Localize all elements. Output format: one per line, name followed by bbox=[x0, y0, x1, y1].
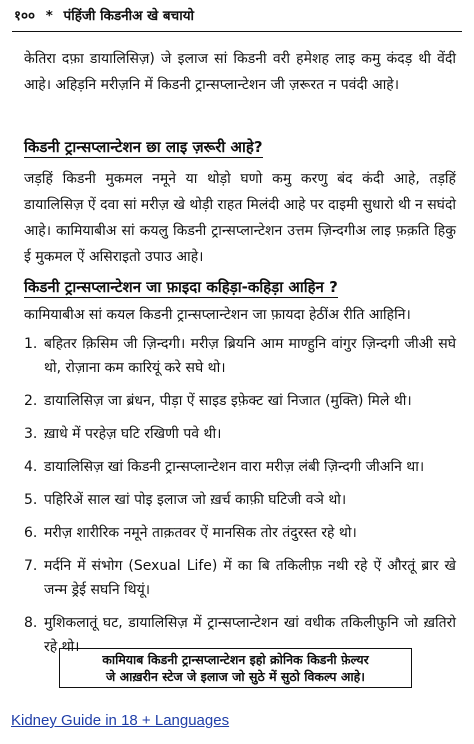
list-item-text: पहिरिअें साल खां पोइ इलाज जो ख़र्च काफ़ी घटिजी वञे थो। bbox=[44, 492, 347, 508]
book-title: पंहिंजी किडनीअ खे बचायो bbox=[63, 8, 195, 24]
section2-heading-block bbox=[24, 274, 456, 300]
section1-heading-block bbox=[24, 134, 456, 160]
list-item bbox=[24, 332, 456, 380]
list-item-number: 4. bbox=[24, 459, 38, 475]
list-item-text: मुशिकलातूं घट, डायालिसिज़ में ट्रान्सप्लान्टेशन खां वधीक तकिलीफ़ुनि जो ख़तिरो रहे थो। bbox=[44, 615, 456, 655]
list-item bbox=[24, 389, 456, 413]
list-item bbox=[24, 422, 456, 446]
benefits-list bbox=[24, 332, 456, 659]
list-item-text: ख़ाधे में परहेज़ घटि रखिणी पवे थी। bbox=[44, 426, 222, 442]
list-item-text: डायालिसिज़ जा ब्रंधन, पीड़ा ऐं साइड इफ़ेक्ट खां निजात (मुक्ति) मिले थी। bbox=[44, 393, 412, 409]
list-item-number: 1. bbox=[24, 336, 38, 352]
section1-heading: किडनी ट्रान्सप्लान्टेशन छा लाइ ज़रूरी आहे? bbox=[24, 138, 263, 156]
header-separator: * bbox=[45, 8, 53, 24]
callout-line-2: जे आख़रीन स्टेज जे इलाज जो सुठे में सुठो विकल्प आहे। bbox=[106, 669, 365, 684]
list-item-number: 2. bbox=[24, 393, 38, 409]
list-item-number: 7. bbox=[24, 558, 38, 574]
list-item-text: मरीज़ शारीरिक नमूने ताक़तवर ऐं मानसिक तोर तंदुरस्त रहे थो। bbox=[44, 525, 357, 541]
callout-line-1: कामियाब किडनी ट्रान्सप्लान्टेशन इहो क्रोनिक किडनी फ़ेल्यर bbox=[102, 652, 369, 667]
section1-body-block bbox=[24, 166, 456, 270]
list-item-number: 6. bbox=[24, 525, 38, 541]
section2-lead-block bbox=[24, 302, 456, 328]
list-item-text: डायालिसिज़ खां किडनी ट्रान्सप्लान्टेशन वारा मरीज़ लंबी ज़िन्दगी जीअनि था। bbox=[44, 459, 425, 475]
header-rule bbox=[12, 31, 462, 32]
running-header bbox=[14, 6, 460, 24]
list-item bbox=[24, 488, 456, 512]
intro-paragraph-block bbox=[24, 46, 456, 98]
intro-paragraph: केतिरा दफ़ा डायालिसिज़) जे इलाज सां किडनी वरी हमेशह लाइ कमु कंदड़ थी वेंदी आहे। अहिड़नि मरीज़नि में किडनी ट्रान्सप्लान्टेशन जी ज़रूरत न पवंदी आहे। bbox=[24, 51, 456, 93]
list-item-text: मर्दनि में संभोग (Sexual Life) में का बि तकिलीफ़ नथी रहे ऐं औरतूं ब्रार खे जन्म ड्रेई सघनि थियूं। bbox=[44, 558, 456, 598]
summary-callout-box bbox=[59, 648, 412, 688]
list-item-text: बहितर क़िसिम जी ज़िन्दगी। मरीज़ ब्रियनि आम माण्हुनि वांगुर ज़िन्दगी जीअी सघे थो, रोज़ाना कम कारियूं करे सघे थो। bbox=[44, 336, 456, 376]
section1-body: जड़हिं किडनी मुकमल नमूने या थोड़ो घणो कमु करणु बंद कंदी आहे, तड़हिं डायालिसिज़ ऐं दवा सां मरीज़ खे थोड़ी राहत मिलंदी आहे पर दाइमी सुधारो थी न सघंदो आहे। कामियाबीअ सां कयलु किडनी ट्रान्सप्लान्टेशन उत्तम ज़िन्दगीअ लाइ फ़क़ति हिकु ई मुकमल ऐं असिराइतो उपाउ आहे। bbox=[24, 171, 456, 265]
section2-heading: किडनी ट्रान्सप्लान्टेशन जा फ़ाइदा कहिड़ा-कहिड़ा आहिन ? bbox=[24, 278, 338, 296]
languages-footer-link[interactable]: Kidney Guide in 18 + Languages bbox=[11, 712, 230, 729]
list-item-number: 3. bbox=[24, 426, 38, 442]
section2-lead: कामियाबीअ सां कयल किडनी ट्रान्सप्लान्टेशन जा फ़ायदा हेठींअ रीति आहिनि। bbox=[24, 307, 411, 323]
list-item bbox=[24, 455, 456, 479]
list-item-number: 8. bbox=[24, 615, 38, 631]
list-item-number: 5. bbox=[24, 492, 38, 508]
list-item bbox=[24, 521, 456, 545]
page-number: १०० bbox=[14, 8, 36, 24]
list-item bbox=[24, 554, 456, 602]
